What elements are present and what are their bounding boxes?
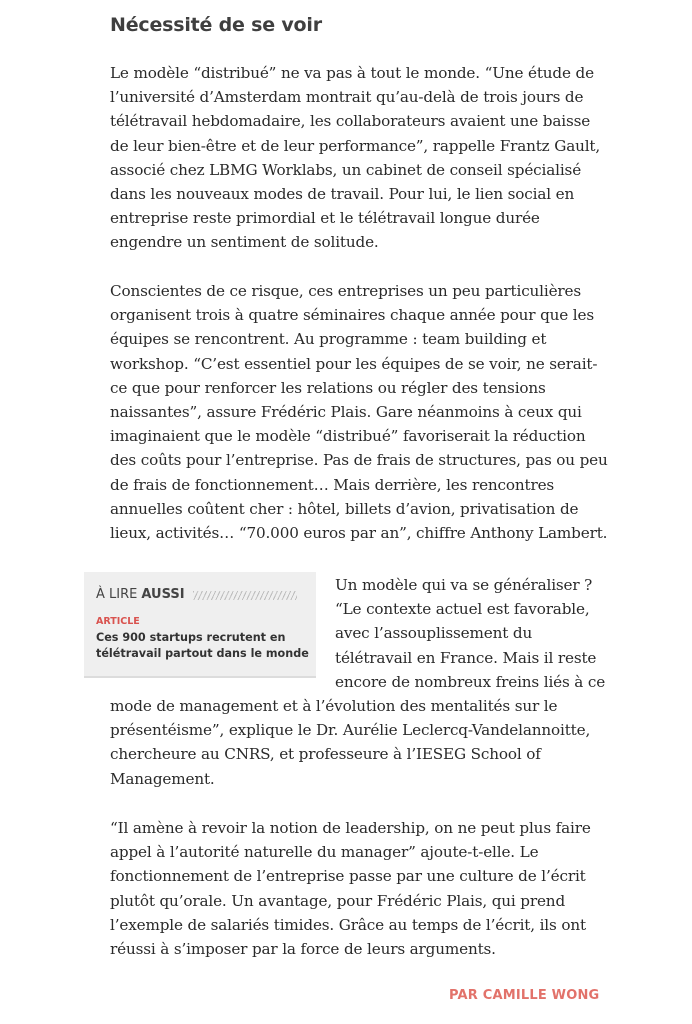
paragraph-line: chercheure au CNRS, et professeure à l’IESEG School of (110, 745, 541, 764)
related-kicker (96, 586, 304, 604)
paragraph-line: équipes se rencontrent. Au programme : team building et (110, 330, 547, 349)
paragraph-line: encore de nombreux freins liés à ce (335, 672, 606, 691)
paragraph-3-wrapped (335, 573, 605, 694)
paragraph-3-full (110, 694, 590, 791)
paragraph-line: Un modèle qui va se généraliser ? (335, 576, 593, 594)
paragraph-line: télétravail en France. Mais il reste (335, 648, 597, 667)
hatch-decoration (193, 591, 297, 600)
paragraph-line: entreprise reste primordial et le télétravail longue durée (110, 209, 540, 228)
paragraph-line: lieux, activités… “70.000 euros par an”, chiffre Anthony Lambert. (110, 524, 608, 543)
paragraph-line: engendre un sentiment de solitude. (110, 233, 379, 252)
paragraph-line: mode de management et à l’évolution des mentalités sur le (110, 697, 558, 715)
paragraph-line: annuelles coûtent cher : hôtel, billets d’avion, privatisation de (110, 499, 579, 518)
paragraph-line: télétravail hebdomadaire, les collaborateurs avaient une baisse (110, 112, 591, 131)
paragraph-line: organisent trois à quatre séminaires chaque année pour que les (110, 306, 594, 325)
paragraph-line: avec l’assouplissement du (335, 624, 533, 643)
paragraph-line: associé chez LBMG Worklabs, un cabinet de conseil spécialisé (110, 160, 582, 179)
paragraph-line: Conscientes de ce risque, ces entreprises un peu particulières (110, 282, 582, 300)
paragraph-line: ce que pour renforcer les relations ou régler des tensions (110, 378, 546, 397)
paragraph-4 (110, 816, 591, 961)
related-article-link[interactable] (96, 630, 309, 662)
related-article-box (84, 572, 316, 678)
related-kicker-strong: AUSSI (141, 587, 185, 602)
related-tag: ARTICLE (96, 616, 140, 627)
paragraph-1 (110, 61, 600, 255)
paragraph-line: imaginaient que le modèle “distribué” favoriserait la réduction (110, 427, 586, 446)
related-kicker-prefix: À LIRE (96, 587, 138, 602)
paragraph-line: dans les nouveaux modes de travail. Pour lui, le lien social en (110, 185, 575, 204)
related-title-line: télétravail partout dans le monde (96, 647, 309, 660)
paragraph-line: présentéisme”, explique le Dr. Aurélie Leclercq-Vandelannoitte, (110, 721, 591, 740)
paragraph-line: de frais de fonctionnement… Mais derrière, les rencontres (110, 475, 555, 494)
paragraph-line: plutôt qu’orale. Un avantage, pour Frédéric Plais, qui prend (110, 891, 566, 910)
paragraph-line: naissantes”, assure Frédéric Plais. Gare néanmoins à ceux qui (110, 403, 582, 422)
related-title-line: Ces 900 startups recrutent en (96, 631, 286, 644)
paragraph-line: fonctionnement de l’entreprise passe par une culture de l’écrit (110, 867, 586, 886)
paragraph-line: “Il amène à revoir la notion de leadership, on ne peut plus faire (110, 819, 591, 837)
paragraph-line: de leur bien-être et de leur performance”, rappelle Frantz Gault, (110, 136, 601, 155)
section-heading: Nécessité de se voir (110, 14, 322, 36)
paragraph-line: “Le contexte actuel est favorable, (335, 600, 590, 619)
author-byline[interactable]: PAR CAMILLE WONG (449, 988, 600, 1003)
paragraph-line: réussi à s’imposer par la force de leurs arguments. (110, 940, 496, 959)
paragraph-line: Le modèle “distribué” ne va pas à tout le monde. “Une étude de (110, 64, 594, 82)
paragraph-line: appel à l’autorité naturelle du manager” ajoute-t-elle. Le (110, 843, 539, 862)
paragraph-2 (110, 279, 608, 545)
paragraph-line: l’exemple de salariés timides. Grâce au temps de l’écrit, ils ont (110, 915, 586, 934)
paragraph-line: des coûts pour l’entreprise. Pas de frais de structures, pas ou peu (110, 451, 608, 470)
paragraph-line: workshop. “C’est essentiel pour les équipes de se voir, ne serait- (110, 354, 598, 373)
paragraph-line: l’université d’Amsterdam montrait qu’au-delà de trois jours de (110, 88, 584, 107)
paragraph-line: Management. (110, 769, 215, 788)
